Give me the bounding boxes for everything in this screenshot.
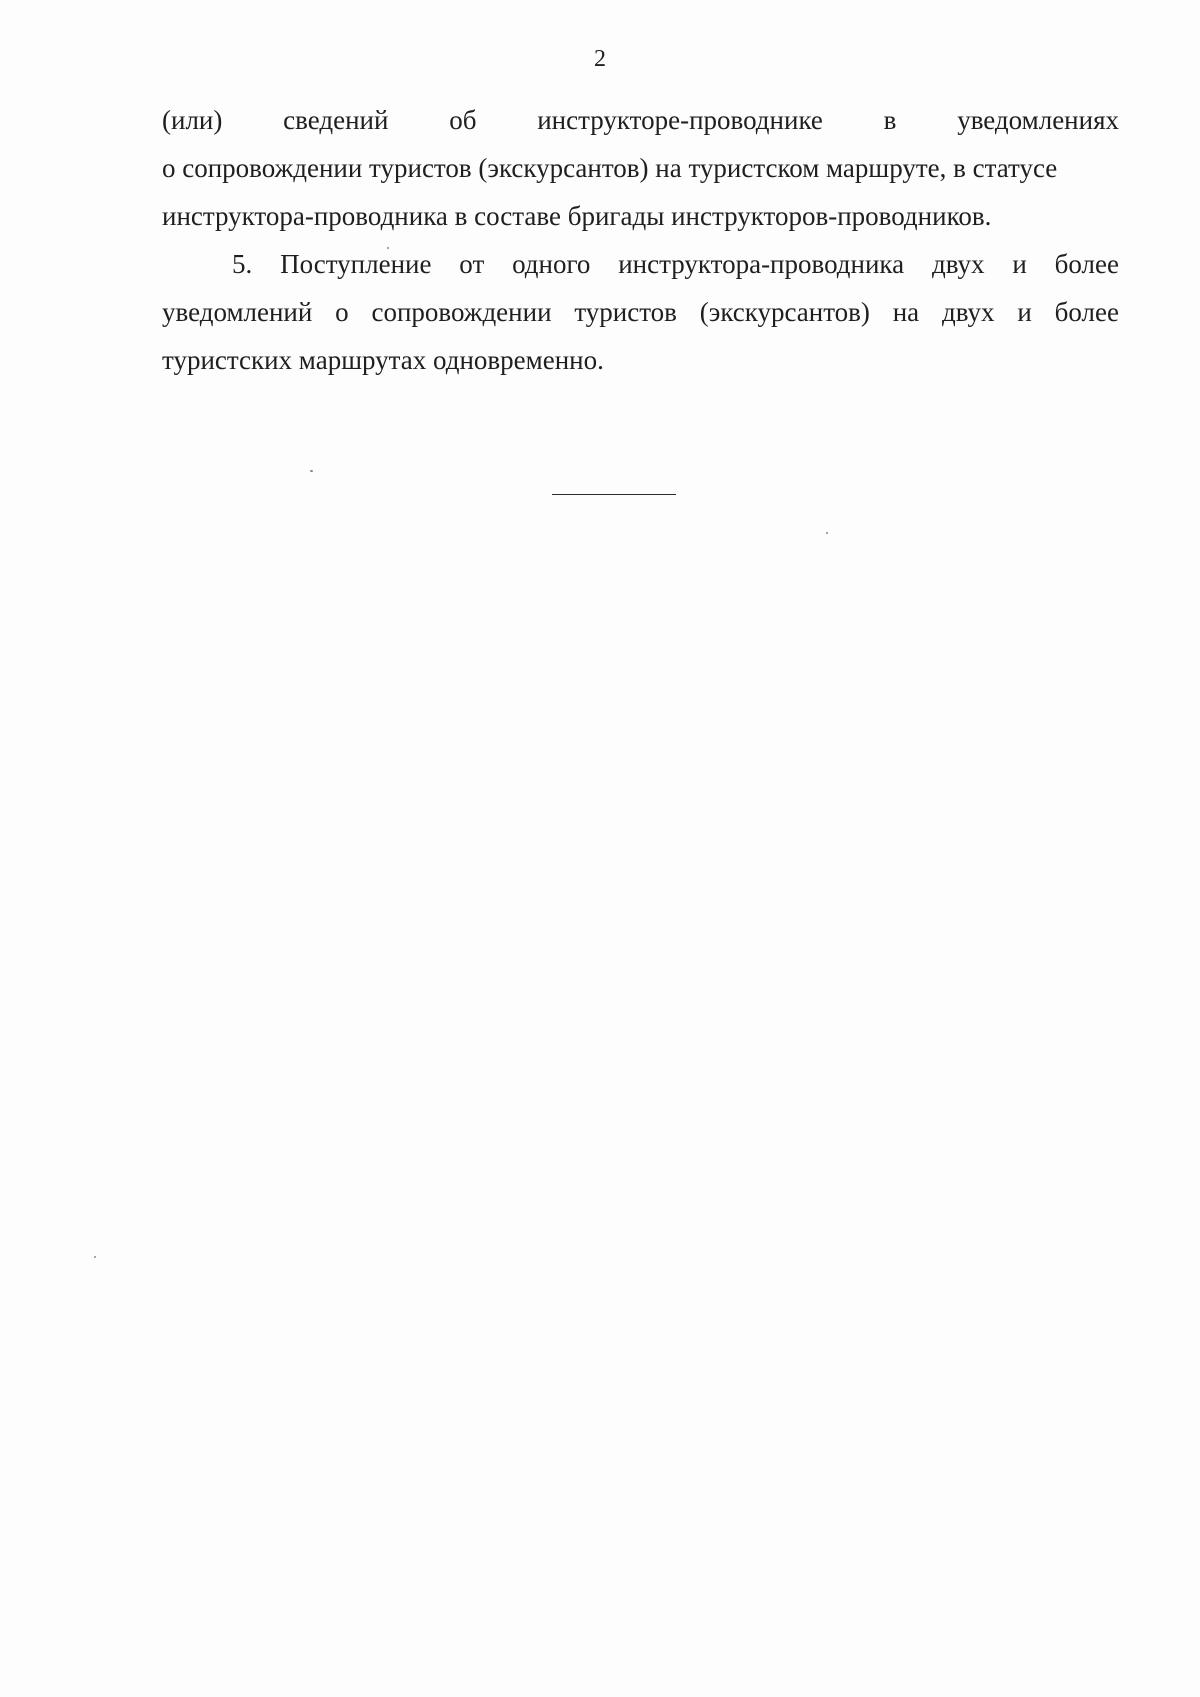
item-5-line-2	[162, 288, 1119, 336]
word: уведомлениях	[957, 105, 1119, 135]
word: двух	[931, 249, 985, 279]
word: о	[335, 297, 349, 327]
word: в	[883, 105, 897, 135]
word: сопровождении	[371, 297, 552, 327]
scan-speck	[310, 470, 313, 472]
scan-speck	[387, 247, 389, 249]
scan-speck	[94, 1256, 96, 1258]
word: туристов	[574, 297, 677, 327]
word: (экскурсантов)	[699, 297, 870, 327]
word: на	[892, 297, 920, 327]
word: двух	[941, 297, 995, 327]
word: 5.	[232, 249, 253, 279]
page-number: 2	[594, 46, 606, 72]
item-5-line-1	[162, 240, 1119, 288]
scan-speck	[826, 532, 828, 534]
word: инструкторе-проводнике	[537, 105, 823, 135]
word: уведомлений	[162, 297, 313, 327]
word: (или)	[162, 105, 223, 135]
item-5-line-3: туристских маршрутах одновременно.	[162, 345, 604, 375]
document-body	[162, 96, 1119, 384]
word: и	[1012, 249, 1027, 279]
word: одного	[512, 249, 591, 279]
word: более	[1054, 249, 1119, 279]
word: и	[1017, 297, 1032, 327]
word: инструктора-проводника	[618, 249, 905, 279]
paragraph-continued-line-1	[162, 96, 1119, 144]
word: Поступление	[280, 249, 432, 279]
word: более	[1054, 297, 1119, 327]
paragraph-continued-line-3: инструктора-проводника в составе бригады инструкторов-проводников.	[162, 201, 992, 231]
paragraph-continued-line-2: о сопровождении туристов (экскурсантов) на туристском маршруте, в статусе	[162, 153, 1058, 183]
word: об	[449, 105, 477, 135]
word: от	[459, 249, 485, 279]
word: сведений	[283, 105, 389, 135]
end-separator-line	[552, 494, 676, 495]
